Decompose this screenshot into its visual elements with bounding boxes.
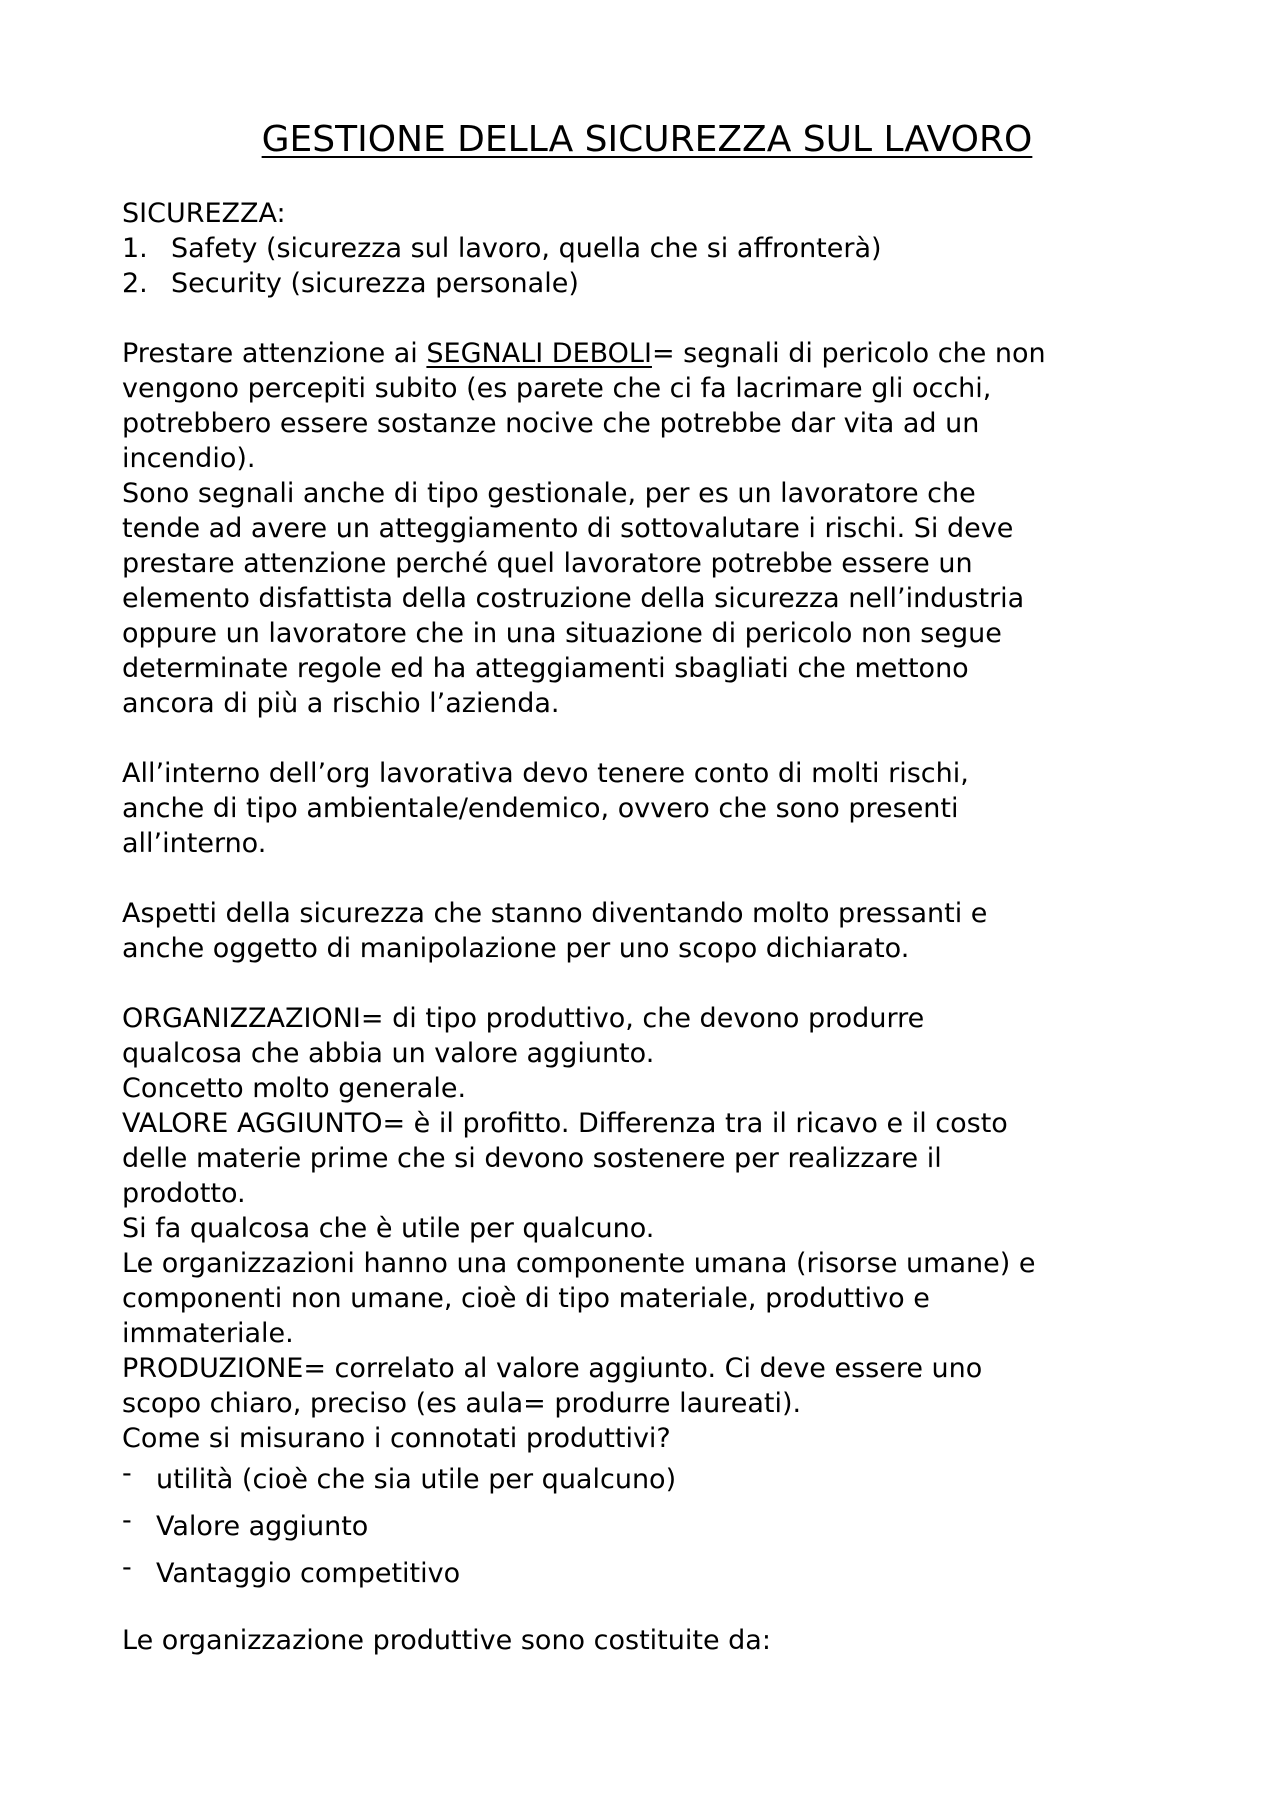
text-line: Aspetti della sicurezza che stanno diventando molto pressanti e bbox=[122, 898, 988, 929]
text-line: ORGANIZZAZIONI= di tipo produttivo, che devono produrre bbox=[122, 1003, 925, 1034]
connotati-list bbox=[122, 1458, 1172, 1591]
segnali-first-line bbox=[122, 336, 1172, 371]
list-item bbox=[122, 231, 1172, 266]
text-line: elemento disfattista della costruzione della sicurezza nell’industria bbox=[122, 583, 1025, 614]
text-line: incendio). bbox=[122, 443, 256, 474]
text-line: all’interno. bbox=[122, 828, 267, 859]
text-line: Si fa qualcosa che è utile per qualcuno. bbox=[122, 1213, 655, 1244]
paragraph-gap bbox=[122, 721, 1172, 756]
text-line: determinate regole ed ha atteggiamenti sbagliati che mettono bbox=[122, 653, 969, 684]
segnali-deboli-term: SEGNALI DEBOLI bbox=[426, 338, 652, 369]
segnali-rest: = segnali di pericolo che non bbox=[651, 338, 1046, 369]
text-line: Le organizzazioni hanno una componente umana (risorse umane) e bbox=[122, 1248, 1036, 1279]
text-line: potrebbero essere sostanze nocive che potrebbe dar vita ad un bbox=[122, 408, 980, 439]
text-line: Concetto molto generale. bbox=[122, 1073, 467, 1104]
text-line: qualcosa che abbia un valore aggiunto. bbox=[122, 1038, 655, 1069]
paragraph-gap bbox=[122, 301, 1172, 336]
dash-bullet: - bbox=[122, 1505, 132, 1536]
list-item-text: utilità (cioè che sia utile per qualcuno) bbox=[156, 1464, 677, 1495]
paragraph-gap bbox=[122, 966, 1172, 1001]
text-line: delle materie prime che si devono sostenere per realizzare il bbox=[122, 1143, 942, 1174]
list-item-text: Safety (sicurezza sul lavoro, quella che si affronterà) bbox=[171, 233, 882, 264]
list-number: 1. bbox=[122, 233, 148, 264]
text-line: oppure un lavoratore che in una situazione di pericolo non segue bbox=[122, 618, 1002, 649]
text-line: anche di tipo ambientale/endemico, ovvero che sono presenti bbox=[122, 793, 959, 824]
segnali-lead: Prestare attenzione ai bbox=[122, 338, 427, 369]
dash-bullet: - bbox=[122, 1552, 132, 1583]
text-line: Come si misurano i connotati produttivi? bbox=[122, 1423, 671, 1454]
text-line: prestare attenzione perché quel lavoratore potrebbe essere un bbox=[122, 548, 973, 579]
text-line: vengono percepiti subito (es parete che ci fa lacrimare gli occhi, bbox=[122, 373, 992, 404]
text-line: All’interno dell’org lavorativa devo tenere conto di molti rischi, bbox=[122, 758, 969, 789]
page-title: GESTIONE DELLA SICUREZZA SUL LAVORO bbox=[261, 119, 1033, 160]
list-number: 2. bbox=[122, 268, 148, 299]
sicurezza-heading: SICUREZZA: bbox=[122, 198, 286, 229]
text-line: scopo chiaro, preciso (es aula= produrre laureati). bbox=[122, 1388, 802, 1419]
text-line: immateriale. bbox=[122, 1318, 294, 1349]
text-line: PRODUZIONE= correlato al valore aggiunto. Ci deve essere uno bbox=[122, 1353, 983, 1384]
sicurezza-list bbox=[122, 231, 1172, 301]
list-item-text: Vantaggio competitivo bbox=[156, 1558, 461, 1589]
list-item bbox=[122, 1458, 1172, 1497]
list-item bbox=[122, 266, 1172, 301]
text-line: anche oggetto di manipolazione per uno scopo dichiarato. bbox=[122, 933, 910, 964]
text-line: componenti non umane, cioè di tipo materiale, produttivo e bbox=[122, 1283, 930, 1314]
text-line: Sono segnali anche di tipo gestionale, per es un lavoratore che bbox=[122, 478, 976, 509]
list-item bbox=[122, 1505, 1172, 1544]
dash-bullet: - bbox=[122, 1458, 132, 1489]
text-line: VALORE AGGIUNTO= è il profitto. Differenza tra il ricavo e il costo bbox=[122, 1108, 1008, 1139]
text-line: tende ad avere un atteggiamento di sottovalutare i rischi. Si deve bbox=[122, 513, 1014, 544]
text-line: prodotto. bbox=[122, 1178, 246, 1209]
document-page bbox=[122, 118, 1172, 1658]
list-item-text: Security (sicurezza personale) bbox=[171, 268, 579, 299]
list-item-text: Valore aggiunto bbox=[156, 1511, 369, 1542]
paragraph-gap bbox=[122, 861, 1172, 896]
closing-line: Le organizzazione produttive sono costituite da: bbox=[122, 1625, 771, 1656]
list-item bbox=[122, 1552, 1172, 1591]
paragraph-gap bbox=[122, 1603, 1172, 1623]
text-line: ancora di più a rischio l’azienda. bbox=[122, 688, 560, 719]
